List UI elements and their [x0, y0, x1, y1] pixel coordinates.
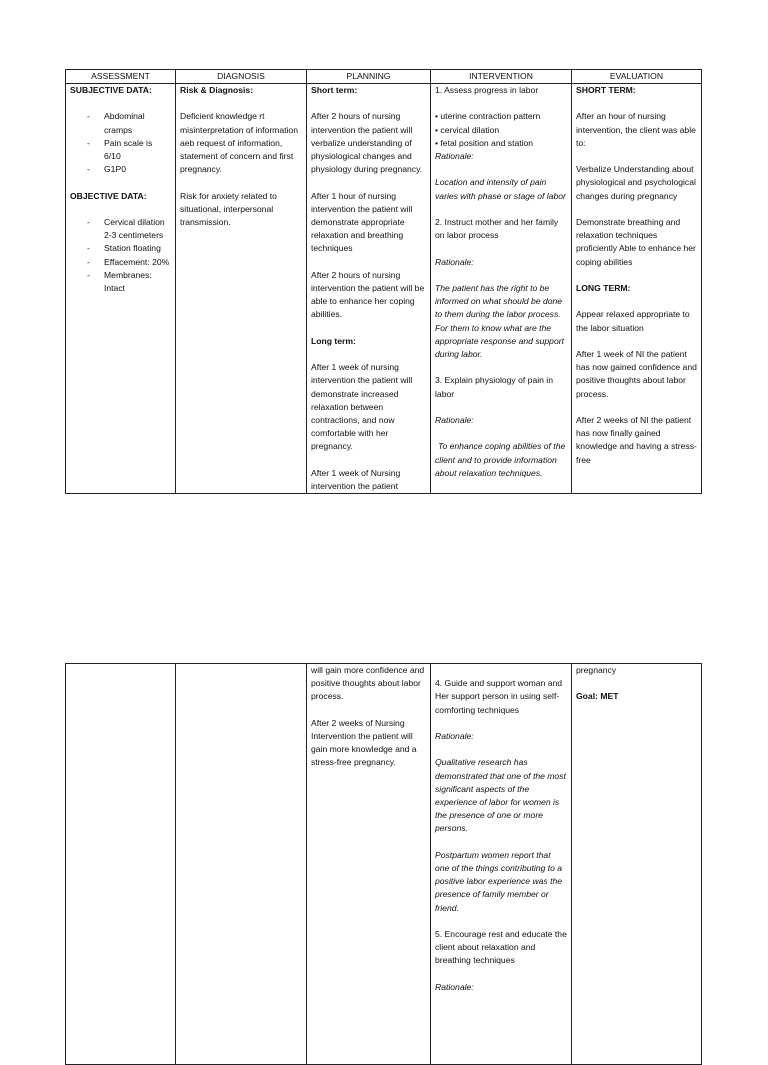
rationale-text: The patient has the right to be informed on what should be done to them during the labor process. For them to know what are the appropriate response and support during labor. — [435, 282, 564, 359]
rationale-label: Rationale: — [435, 730, 474, 741]
diagnosis-heading: Risk & Diagnosis: — [180, 85, 254, 95]
planning-paragraph: After 2 weeks of Nursing Intervention the patient will gain more knowledge and a stress-free pregnancy. — [311, 717, 417, 768]
subjective-data-heading: SUBJECTIVE DATA: — [70, 85, 152, 95]
objective-data-heading: OBJECTIVE DATA: — [70, 190, 147, 201]
planning-paragraph: After 2 hours of nursing intervention the patient will be able to enhance her coping abilities. — [311, 269, 425, 320]
header-assessment: ASSESSMENT — [66, 70, 176, 84]
nursing-care-plan-table — [65, 69, 702, 494]
assessment-bullet-list — [435, 110, 567, 150]
evaluation-paragraph: pregnancy — [576, 665, 617, 675]
list-item: - G1P0 — [104, 163, 171, 176]
long-term-heading: Long term: — [311, 335, 356, 346]
planning-cell — [307, 84, 431, 494]
short-term-heading: Short term: — [311, 85, 358, 95]
intervention-cell — [431, 84, 572, 494]
planning-paragraph: will gain more confidence and positive thoughts about labor process. — [311, 665, 425, 702]
long-term-heading: LONG TERM: — [576, 282, 631, 293]
planning-paragraph: After 1 week of nursing intervention the patient will demonstrate increased relaxation between contractions, and now comfortable with her pregnancy. — [311, 362, 413, 452]
table-row — [66, 84, 702, 494]
rationale-label: Rationale: — [435, 981, 474, 992]
assessment-cell — [66, 84, 176, 494]
short-term-heading: SHORT TERM: — [576, 85, 636, 95]
rationale-text: Postpartum women report that one of the things contributing to a positive labor experience was the presence of family member or friend. — [435, 849, 563, 913]
rationale-text: Location and intensity of pain varies with phase or stage of labor — [435, 177, 566, 201]
diagnosis-paragraph: Deficient knowledge rt misinterpretation of information aeb request of information, statement of concern and first pregnancy. — [180, 111, 298, 175]
rationale-label: Rationale: — [435, 151, 474, 161]
planning-paragraph: After 2 hours of nursing intervention the patient will verbalize understanding of physiological changes and physiology during pregnancy. — [311, 111, 423, 175]
list-item: - Abdominal cramps — [104, 110, 171, 136]
intervention-item: 3. Explain physiology of pain in labor — [435, 375, 554, 399]
evaluation-paragraph: Verbalize Understanding about physiological and psychological changes during pregnancy — [576, 164, 696, 201]
nursing-care-plan-table-continued — [65, 663, 702, 1065]
evaluation-cell — [572, 664, 702, 1065]
objective-data-list — [70, 216, 171, 295]
intervention-item: 5. Encourage rest and educate the client about relaxation and breathing techniques — [435, 928, 567, 966]
planning-paragraph: After 1 week of Nursing intervention the patient — [311, 467, 401, 491]
table-row — [66, 664, 702, 1065]
rationale-label: Rationale: — [435, 256, 474, 267]
evaluation-cell — [572, 84, 702, 494]
list-item: - Cervical dilation 2-3 centimeters — [104, 216, 171, 242]
planning-cell — [307, 664, 431, 1065]
evaluation-paragraph: Demonstrate breathing and relaxation techniques proficiently Able to enhance her coping abilities — [576, 216, 696, 267]
header-planning: PLANNING — [307, 70, 431, 84]
list-item: • uterine contraction pattern — [435, 110, 567, 123]
evaluation-paragraph: After 1 week of NI the patient has now gained confidence and positive thoughts about labor process. — [576, 348, 697, 399]
table-header-row — [66, 70, 702, 84]
rationale-text: Qualitative research has demonstrated that one of the most significant aspects of the experience of labor for women is the presence of one or more persons. — [435, 757, 566, 834]
subjective-data-list — [70, 110, 171, 176]
list-item: - Station floating — [104, 242, 171, 255]
intervention-item: 2. Instruct mother and her family on labor process — [435, 216, 559, 241]
list-item: - Membranes: Intact — [104, 269, 171, 295]
rationale-text: To enhance coping abilities of the client and to provide information about relaxation techniques. — [435, 441, 566, 478]
evaluation-paragraph: Appear relaxed appropriate to the labor situation — [576, 309, 690, 333]
diagnosis-cell — [176, 664, 307, 1065]
goal-status: Goal: MET — [576, 691, 619, 702]
intervention-item: 1. Assess progress in labor — [435, 85, 539, 95]
intervention-item: 4. Guide and support woman and Her support person in using self-comforting techniques — [435, 678, 563, 715]
diagnosis-paragraph: Risk for anxiety related to situational, interpersonal transmission. — [180, 190, 277, 227]
header-evaluation: EVALUATION — [572, 70, 702, 84]
planning-paragraph: After 1 hour of nursing intervention the patient will demonstrate appropriate relaxation and breathing techniques — [311, 190, 413, 254]
list-item: - Pain scale is 6/10 — [104, 137, 171, 163]
list-item: • fetal position and station — [435, 137, 567, 150]
intervention-cell — [431, 664, 572, 1065]
header-intervention: INTERVENTION — [431, 70, 572, 84]
diagnosis-cell — [176, 84, 307, 494]
rationale-label: Rationale: — [435, 414, 474, 425]
evaluation-paragraph: After an hour of nursing intervention, the client was able to: — [576, 111, 696, 148]
evaluation-paragraph: After 2 weeks of NI the patient has now finally gained knowledge and having a stress-free — [576, 414, 697, 465]
assessment-cell — [66, 664, 176, 1065]
header-diagnosis: DIAGNOSIS — [176, 70, 307, 84]
list-item: - Effacement: 20% — [104, 256, 171, 269]
list-item: • cervical dilation — [435, 124, 567, 137]
